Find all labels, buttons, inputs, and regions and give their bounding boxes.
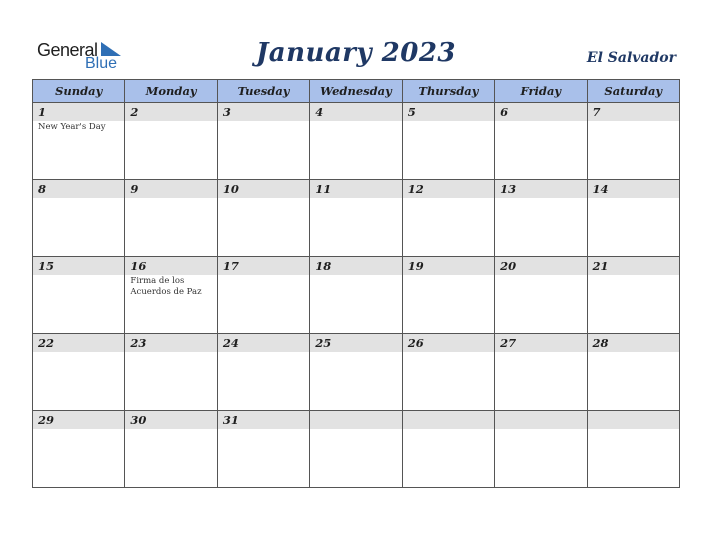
- day-number: 21: [588, 257, 679, 275]
- day-number: 31: [218, 411, 309, 429]
- day-cell: [33, 257, 125, 334]
- day-number: 26: [403, 334, 494, 352]
- day-cell: [495, 334, 587, 411]
- weekday-header: Friday: [495, 80, 587, 103]
- day-number: [403, 411, 494, 429]
- day-number: 13: [495, 180, 586, 198]
- day-cell: [125, 180, 217, 257]
- day-cell: [125, 257, 217, 334]
- day-number: 14: [588, 180, 679, 198]
- day-number: 5: [403, 103, 494, 121]
- day-number: 24: [218, 334, 309, 352]
- holiday-event: Firma de los Acuerdos de Paz: [130, 276, 202, 297]
- week-row: [33, 411, 680, 488]
- country-label: El Salvador: [586, 50, 676, 66]
- day-number: 7: [588, 103, 679, 121]
- day-cell: [587, 180, 679, 257]
- day-number: 18: [310, 257, 401, 275]
- day-cell: [33, 411, 125, 488]
- day-number: [310, 411, 401, 429]
- day-cell: [217, 257, 309, 334]
- day-cell: [402, 257, 494, 334]
- week-row: [33, 103, 680, 180]
- day-cell: [495, 180, 587, 257]
- day-number: [588, 411, 679, 429]
- empty-day-cell: [587, 411, 679, 488]
- weekday-header: Sunday: [33, 80, 125, 103]
- day-number: 12: [403, 180, 494, 198]
- day-number: 9: [125, 180, 216, 198]
- brand-name-general: General: [37, 40, 98, 60]
- empty-day-cell: [402, 411, 494, 488]
- day-cell: [33, 103, 125, 180]
- day-number: 19: [403, 257, 494, 275]
- day-cell: [310, 257, 402, 334]
- day-cell: [402, 334, 494, 411]
- weekday-header-row: [33, 80, 680, 103]
- day-cell: [402, 103, 494, 180]
- day-cell: [217, 180, 309, 257]
- day-cell: [33, 180, 125, 257]
- day-number: 28: [588, 334, 679, 352]
- day-cell: [310, 180, 402, 257]
- day-number: 11: [310, 180, 401, 198]
- page-title: January 2023: [255, 38, 457, 68]
- day-number: 29: [33, 411, 124, 429]
- weekday-header: Saturday: [587, 80, 679, 103]
- day-cell: [217, 411, 309, 488]
- day-number: 25: [310, 334, 401, 352]
- week-row: [33, 334, 680, 411]
- empty-day-cell: [310, 411, 402, 488]
- day-cell: [310, 103, 402, 180]
- day-cell: [587, 334, 679, 411]
- day-number: [495, 411, 586, 429]
- day-number: 3: [218, 103, 309, 121]
- day-cell: [217, 334, 309, 411]
- day-number: 22: [33, 334, 124, 352]
- weekday-header: Tuesday: [217, 80, 309, 103]
- day-number: 15: [33, 257, 124, 275]
- day-cell: [217, 103, 309, 180]
- week-row: [33, 180, 680, 257]
- day-number: 16: [125, 257, 216, 275]
- day-cell: [495, 103, 587, 180]
- holiday-event: New Year's Day: [38, 122, 106, 132]
- day-number: 23: [125, 334, 216, 352]
- day-number: 4: [310, 103, 401, 121]
- day-number: 1: [33, 103, 124, 121]
- day-cell: [587, 103, 679, 180]
- day-cell: [125, 411, 217, 488]
- day-cell: [587, 257, 679, 334]
- day-number: 17: [218, 257, 309, 275]
- day-cell: [310, 334, 402, 411]
- day-cell: [495, 257, 587, 334]
- brand-name-blue: Blue: [85, 55, 118, 72]
- day-number: 8: [33, 180, 124, 198]
- day-cell: [402, 180, 494, 257]
- calendar-grid: [32, 79, 680, 488]
- weekday-header: Wednesday: [310, 80, 402, 103]
- weekday-header: Thursday: [402, 80, 494, 103]
- day-number: 27: [495, 334, 586, 352]
- day-cell: [33, 334, 125, 411]
- day-number: 2: [125, 103, 216, 121]
- day-number: 20: [495, 257, 586, 275]
- weekday-header: Monday: [125, 80, 217, 103]
- empty-day-cell: [495, 411, 587, 488]
- day-number: 6: [495, 103, 586, 121]
- day-cell: [125, 103, 217, 180]
- day-number: 10: [218, 180, 309, 198]
- day-cell: [125, 334, 217, 411]
- day-number: 30: [125, 411, 216, 429]
- week-row: [33, 257, 680, 334]
